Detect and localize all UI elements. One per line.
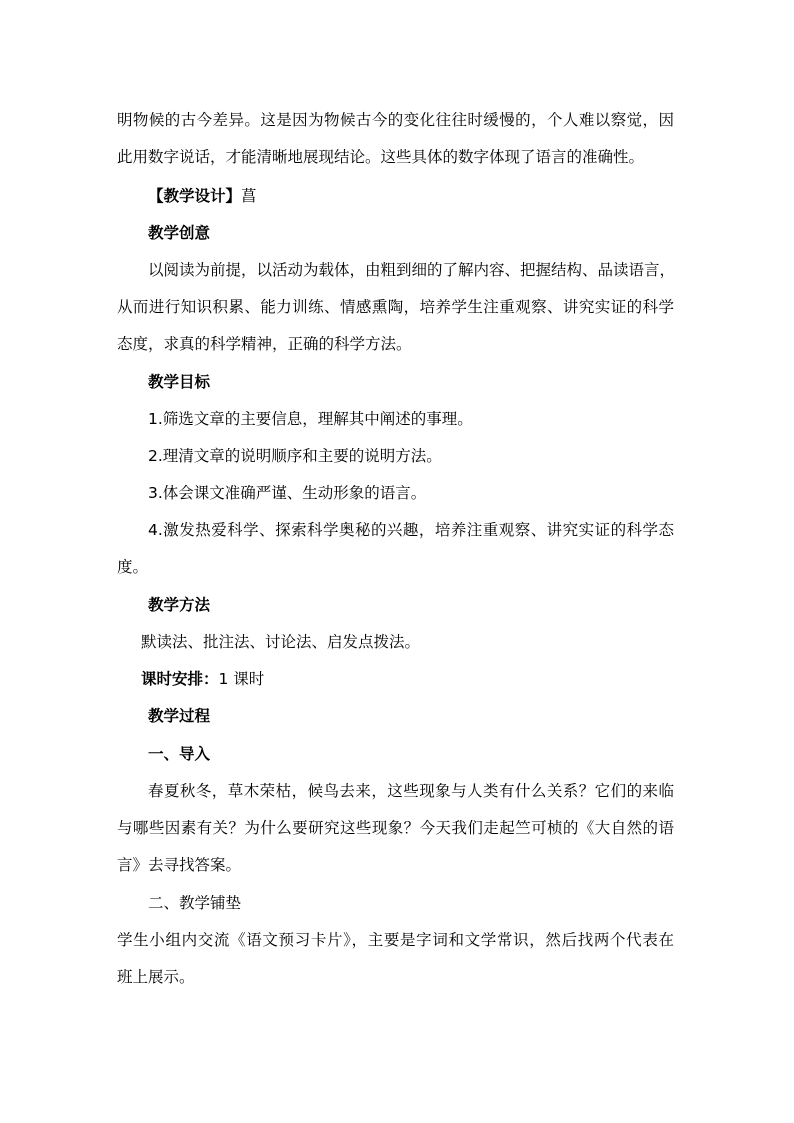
paragraph-line: 班上展示。 [117, 968, 195, 986]
schedule-line [141, 669, 264, 689]
section-heading-process: 教学过程 [148, 707, 211, 725]
section-heading-creativity: 教学创意 [148, 224, 211, 242]
goal-item: 3.体会课文准确严谨、生动形象的语言。 [148, 484, 427, 502]
paragraph-line: 言》去寻找答案。 [117, 856, 242, 874]
goal-item: 2.理清文章的说明顺序和主要的说明方法。 [148, 447, 442, 465]
paragraph-line: 春夏秋冬，草木荣枯，候鸟去来，这些现象与人类有什么关系？它们的来临 [148, 782, 674, 800]
section-heading-design [148, 186, 257, 206]
schedule-label: 课时安排： [141, 670, 219, 688]
paragraph-line: 从而进行知识积累、能力训练、情感熏陶，培养学生注重观察、讲究实证的科学 [117, 298, 674, 316]
section-heading-methods: 教学方法 [148, 596, 211, 614]
section-heading-prep: 二、教学铺垫 [148, 894, 242, 912]
paragraph-line: 与哪些因素有关？为什么要研究这些现象？今天我们走起竺可桢的《大自然的语 [117, 819, 674, 837]
paragraph-line: 明物候的古今差异。这是因为物候古今的变化往往时缓慢的，个人难以察觉，因 [117, 111, 674, 129]
design-heading-label: 【教学设计】 [148, 187, 242, 205]
section-heading-intro: 一、导入 [148, 745, 211, 763]
goal-item: 4.激发热爱科学、探索科学奥秘的兴趣，培养注重观察、讲究实证的科学态 [148, 521, 674, 539]
goal-item-continued: 度。 [117, 558, 149, 576]
goal-item: 1.筛选文章的主要信息，理解其中阐述的事理。 [148, 410, 473, 428]
methods-text: 默读法、批注法、讨论法、启发点拨法。 [141, 633, 421, 651]
design-heading-extra: 菖 [241, 187, 257, 205]
section-heading-goals: 教学目标 [148, 373, 211, 391]
paragraph-line: 以阅读为前提，以活动为载体，由粗到细的了解内容、把握结构、品读语言， [148, 261, 676, 279]
schedule-value: 1 课时 [218, 670, 265, 688]
paragraph-line: 此用数字说话，才能清晰地展现结论。这些具体的数字体现了语言的准确性。 [117, 148, 645, 166]
paragraph-line: 学生小组内交流《语文预习卡片》，主要是字词和文学常识，然后找两个代表在 [117, 931, 674, 949]
paragraph-line: 态度，求真的科学精神，正确的科学方法。 [117, 335, 412, 353]
